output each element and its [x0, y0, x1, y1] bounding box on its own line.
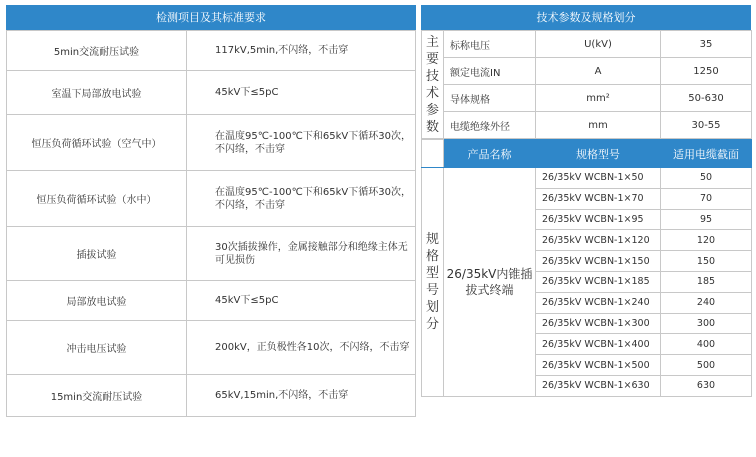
model-number: 26/35kV WCBN-1×120 [536, 230, 661, 251]
param-unit: mm [536, 112, 661, 139]
col-product-name: 产品名称 [444, 140, 536, 168]
test-item-row [7, 31, 416, 71]
test-item-name: 室温下局部放电试验 [7, 71, 187, 115]
test-item-row [7, 281, 416, 321]
model-number: 26/35kV WCBN-1×240 [536, 292, 661, 313]
param-row [422, 85, 752, 112]
param-row [422, 31, 752, 58]
test-item-row [7, 71, 416, 115]
model-number: 26/35kV WCBN-1×150 [536, 251, 661, 272]
spec-column-header-row [422, 140, 752, 168]
product-name: 26/35kV内锥插拔式终端 [444, 168, 536, 397]
param-unit: U(kV) [536, 31, 661, 58]
cable-section: 70 [661, 188, 752, 209]
model-number: 26/35kV WCBN-1×95 [536, 209, 661, 230]
param-unit: mm² [536, 85, 661, 112]
param-value: 50-630 [661, 85, 752, 112]
test-item-requirement: 在温度95℃-100℃下和65kV下循环30次，不闪络，不击穿 [187, 115, 416, 171]
test-item-name: 恒压负荷循环试验（空气中） [7, 115, 187, 171]
cable-section: 185 [661, 271, 752, 292]
model-number: 26/35kV WCBN-1×50 [536, 168, 661, 189]
param-name: 导体规格 [444, 85, 536, 112]
test-item-requirement: 117kV,5min,不闪络，不击穿 [187, 31, 416, 71]
tech-params-header: 技术参数及规格划分 [421, 5, 751, 30]
test-item-name: 5min交流耐压试验 [7, 31, 187, 71]
test-item-row [7, 227, 416, 281]
model-number: 26/35kV WCBN-1×70 [536, 188, 661, 209]
cable-section: 630 [661, 375, 752, 396]
param-name: 标称电压 [444, 31, 536, 58]
test-item-row [7, 171, 416, 227]
col-model: 规格型号 [536, 140, 661, 168]
tech-params-panel [421, 5, 751, 397]
test-item-requirement: 45kV下≤5pC [187, 71, 416, 115]
test-items-header: 检测项目及其标准要求 [6, 5, 416, 30]
test-item-name: 恒压负荷循环试验（水中） [7, 171, 187, 227]
spec-side-label: 规 格 型 号 划 分 [422, 168, 444, 397]
cable-section: 95 [661, 209, 752, 230]
param-row [422, 112, 752, 139]
cable-section: 120 [661, 230, 752, 251]
param-row [422, 58, 752, 85]
test-items-panel [6, 5, 416, 417]
param-value: 30-55 [661, 112, 752, 139]
spec-header-spacer [422, 140, 444, 168]
test-item-requirement: 30次插拔操作，金属接触部分和绝缘主体无可见损伤 [187, 227, 416, 281]
test-items-table [6, 30, 416, 417]
cable-section: 500 [661, 355, 752, 376]
model-row [422, 168, 752, 189]
params-side-label: 主 要 技 术 参 数 [422, 31, 444, 139]
cable-section: 300 [661, 313, 752, 334]
col-cable-section: 适用电缆截面 [661, 140, 752, 168]
test-item-name: 冲击电压试验 [7, 321, 187, 375]
model-number: 26/35kV WCBN-1×300 [536, 313, 661, 334]
param-value: 1250 [661, 58, 752, 85]
cable-section: 150 [661, 251, 752, 272]
test-item-requirement: 200kV，正负极性各10次，不闪络，不击穿 [187, 321, 416, 375]
param-value: 35 [661, 31, 752, 58]
model-number: 26/35kV WCBN-1×400 [536, 334, 661, 355]
param-name: 电缆绝缘外径 [444, 112, 536, 139]
test-item-name: 局部放电试验 [7, 281, 187, 321]
test-item-name: 15min交流耐压试验 [7, 375, 187, 417]
cable-section: 400 [661, 334, 752, 355]
test-item-row [7, 115, 416, 171]
main-params-table [421, 30, 752, 139]
test-item-row [7, 321, 416, 375]
cable-section: 240 [661, 292, 752, 313]
param-unit: A [536, 58, 661, 85]
cable-section: 50 [661, 168, 752, 189]
model-spec-table [421, 139, 752, 397]
test-item-row [7, 375, 416, 417]
test-item-requirement: 在温度95℃-100℃下和65kV下循环30次，不闪络，不击穿 [187, 171, 416, 227]
test-item-requirement: 65kV,15min,不闪络，不击穿 [187, 375, 416, 417]
param-name: 额定电流IN [444, 58, 536, 85]
model-number: 26/35kV WCBN-1×185 [536, 271, 661, 292]
model-number: 26/35kV WCBN-1×630 [536, 375, 661, 396]
test-item-name: 插拔试验 [7, 227, 187, 281]
model-number: 26/35kV WCBN-1×500 [536, 355, 661, 376]
test-item-requirement: 45kV下≤5pC [187, 281, 416, 321]
